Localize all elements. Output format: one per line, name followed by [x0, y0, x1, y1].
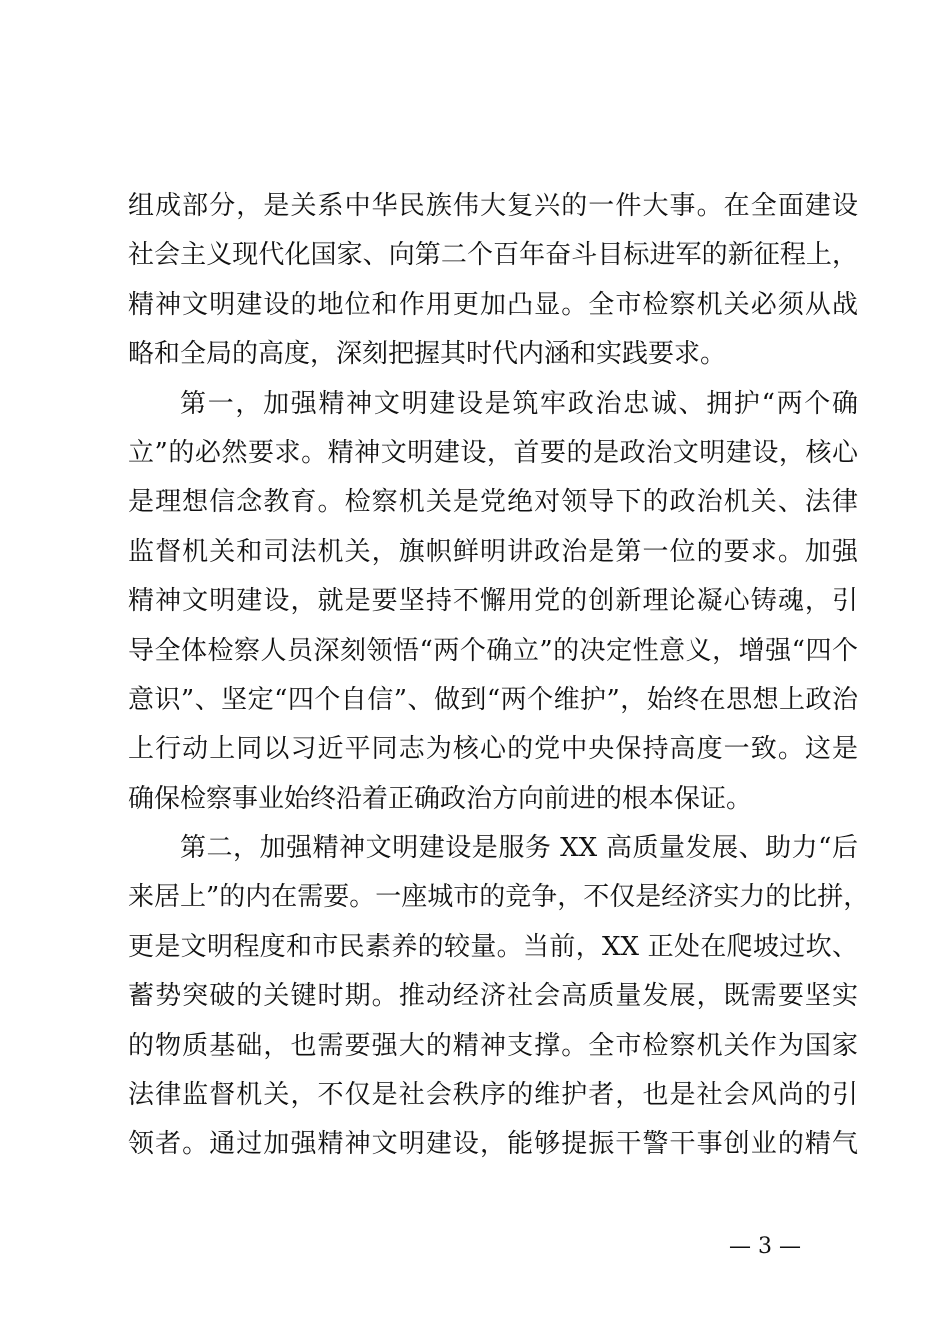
text-line: 精神文明建设的地位和作用更加凸显。全市检察机关必须从战	[128, 289, 858, 320]
text-line: 上行动上同以习近平同志为核心的党中央保持高度一致。这是	[128, 734, 858, 765]
text-line: 确保检察事业始终沿着正确政治方向前进的根本保证。	[128, 783, 753, 814]
text-line: 意识”、坚定“四个自信”、做到“两个维护”，始终在思想上政治	[128, 684, 858, 715]
text-line: 蓄势突破的关键时期。推动经济社会高质量发展，既需要坚实	[128, 981, 858, 1012]
text-line: 第二，加强精神文明建设是服务 XX 高质量发展、助力“后	[180, 833, 858, 864]
text-line: 的物质基础，也需要强大的精神支撑。全市检察机关作为国家	[128, 1030, 858, 1061]
text-line: 第一，加强精神文明建设是筑牢政治忠诚、拥护“两个确	[180, 388, 858, 419]
text-line: 是理想信念教育。检察机关是党绝对领导下的政治机关、法律	[128, 487, 858, 518]
paragraph-first-point	[128, 380, 858, 825]
document-body	[128, 182, 870, 1170]
text-line: 监督机关和司法机关，旗帜鲜明讲政治是第一位的要求。加强	[128, 536, 858, 567]
text-line: 来居上”的内在需要。一座城市的竞争，不仅是经济实力的比拼，	[128, 882, 870, 913]
text-line: 组成部分，是关系中华民族伟大复兴的一件大事。在全面建设	[128, 191, 858, 221]
text-line: 更是文明程度和市民素养的较量。当前，XX 正处在爬坡过坎、	[128, 931, 858, 962]
text-line: 导全体检察人员深刻领悟“两个确立”的决定性意义，增强“四个	[128, 635, 858, 666]
text-line: 精神文明建设，就是要坚持不懈用党的创新理论凝心铸魂，引	[128, 586, 858, 617]
text-line: 领者。通过加强精神文明建设，能够提振干警干事创业的精气	[128, 1129, 858, 1160]
page-number: — 3 —	[729, 1234, 801, 1259]
text-line: 立”的必然要求。精神文明建设，首要的是政治文明建设，核心	[128, 437, 858, 468]
text-line: 法律监督机关，不仅是社会秩序的维护者，也是社会风尚的引	[128, 1080, 858, 1111]
paragraph-continuation	[128, 182, 858, 380]
paragraph-second-point	[128, 824, 870, 1170]
text-line: 略和全局的高度，深刻把握其时代内涵和实践要求。	[128, 339, 727, 370]
text-line: 社会主义现代化国家、向第二个百年奋斗目标进军的新征程上，	[128, 240, 858, 271]
